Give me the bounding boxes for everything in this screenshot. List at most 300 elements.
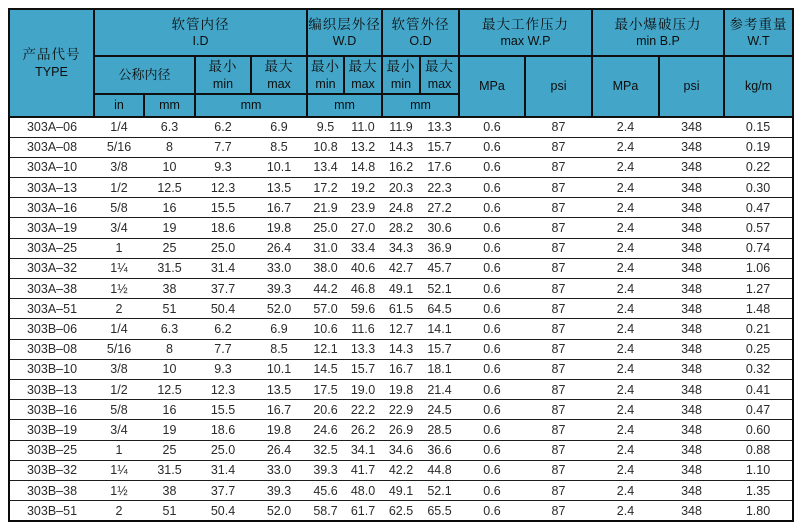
cell-bp_mpa: 2.4 xyxy=(592,359,659,379)
cell-code: 303A–06 xyxy=(9,117,94,137)
cell-wt_kgm: 1.10 xyxy=(724,460,793,480)
cell-wd_min: 39.3 xyxy=(307,460,344,480)
cell-nominal_mm: 25 xyxy=(144,238,195,258)
cell-wp_mpa: 0.6 xyxy=(459,218,525,238)
header-id-max: 最大 max xyxy=(251,56,307,94)
cell-wd_min: 38.0 xyxy=(307,258,344,278)
cell-id_max: 8.5 xyxy=(251,137,307,157)
cell-bp_psi: 348 xyxy=(659,177,724,197)
cell-nominal_mm: 10 xyxy=(144,157,195,177)
table-body xyxy=(9,117,793,521)
cell-wp_psi: 87 xyxy=(525,117,592,137)
cell-wt_kgm: 0.74 xyxy=(724,238,793,258)
cell-od_min: 11.9 xyxy=(382,117,420,137)
cell-bp_mpa: 2.4 xyxy=(592,117,659,137)
header-group-braid-outer-diameter: 编织层外径 W.D xyxy=(307,9,382,56)
cell-wd_min: 21.9 xyxy=(307,198,344,218)
cell-nominal_mm: 6.3 xyxy=(144,319,195,339)
cell-id_min: 15.5 xyxy=(195,198,251,218)
cell-wt_kgm: 0.57 xyxy=(724,218,793,238)
cell-bp_psi: 348 xyxy=(659,218,724,238)
cell-bp_psi: 348 xyxy=(659,319,724,339)
cell-code: 303B–10 xyxy=(9,359,94,379)
cell-id_min: 7.7 xyxy=(195,339,251,359)
cell-nominal_in: 1/4 xyxy=(94,117,144,137)
cell-wd_min: 20.6 xyxy=(307,400,344,420)
cell-nominal_in: 1¼ xyxy=(94,460,144,480)
cell-od_min: 34.3 xyxy=(382,238,420,258)
cell-code: 303A–08 xyxy=(9,137,94,157)
cell-id_max: 52.0 xyxy=(251,299,307,319)
cell-wd_max: 59.6 xyxy=(344,299,382,319)
cell-nominal_mm: 38 xyxy=(144,278,195,298)
table-row xyxy=(9,157,793,177)
cell-od_max: 36.6 xyxy=(420,440,459,460)
cell-wd_min: 13.4 xyxy=(307,157,344,177)
cell-id_min: 25.0 xyxy=(195,238,251,258)
cell-wd_min: 10.8 xyxy=(307,137,344,157)
table-row xyxy=(9,278,793,298)
cell-nominal_in: 1 xyxy=(94,440,144,460)
cell-wp_mpa: 0.6 xyxy=(459,299,525,319)
cell-wt_kgm: 1.27 xyxy=(724,278,793,298)
header-bp-mpa-unit: MPa xyxy=(592,56,659,117)
table-row xyxy=(9,440,793,460)
cell-wp_mpa: 0.6 xyxy=(459,480,525,500)
cell-od_min: 42.7 xyxy=(382,258,420,278)
cell-id_min: 31.4 xyxy=(195,460,251,480)
cell-bp_psi: 348 xyxy=(659,501,724,521)
table-row xyxy=(9,379,793,399)
cell-code: 303A–32 xyxy=(9,258,94,278)
cell-code: 303B–38 xyxy=(9,480,94,500)
cell-wt_kgm: 0.25 xyxy=(724,339,793,359)
cell-wd_max: 46.8 xyxy=(344,278,382,298)
cell-bp_mpa: 2.4 xyxy=(592,278,659,298)
table-row xyxy=(9,400,793,420)
cell-id_max: 8.5 xyxy=(251,339,307,359)
cell-id_min: 6.2 xyxy=(195,117,251,137)
cell-wd_min: 32.5 xyxy=(307,440,344,460)
cell-id_min: 9.3 xyxy=(195,359,251,379)
cell-nominal_mm: 19 xyxy=(144,218,195,238)
cell-id_max: 10.1 xyxy=(251,157,307,177)
cell-code: 303B–32 xyxy=(9,460,94,480)
cell-id_max: 6.9 xyxy=(251,117,307,137)
cell-nominal_in: 5/16 xyxy=(94,137,144,157)
cell-od_min: 49.1 xyxy=(382,278,420,298)
cell-nominal_in: 5/8 xyxy=(94,198,144,218)
cell-wd_max: 27.0 xyxy=(344,218,382,238)
cell-wd_max: 11.6 xyxy=(344,319,382,339)
cell-code: 303A–38 xyxy=(9,278,94,298)
cell-wt_kgm: 0.32 xyxy=(724,359,793,379)
cell-wp_psi: 87 xyxy=(525,157,592,177)
cell-id_min: 12.3 xyxy=(195,177,251,197)
cell-od_max: 21.4 xyxy=(420,379,459,399)
cell-bp_psi: 348 xyxy=(659,258,724,278)
cell-od_max: 22.3 xyxy=(420,177,459,197)
header-wd-mm-unit: mm xyxy=(307,94,382,117)
cell-wp_mpa: 0.6 xyxy=(459,379,525,399)
cell-wt_kgm: 0.47 xyxy=(724,400,793,420)
cell-id_min: 50.4 xyxy=(195,299,251,319)
cell-wp_psi: 87 xyxy=(525,400,592,420)
cell-wp_mpa: 0.6 xyxy=(459,460,525,480)
cell-wp_mpa: 0.6 xyxy=(459,278,525,298)
header-in-unit: in xyxy=(94,94,144,117)
cell-code: 303B–25 xyxy=(9,440,94,460)
cell-nominal_mm: 31.5 xyxy=(144,460,195,480)
cell-wp_psi: 87 xyxy=(525,258,592,278)
header-od-max: 最大 max xyxy=(420,56,459,94)
cell-wp_psi: 87 xyxy=(525,299,592,319)
cell-wp_psi: 87 xyxy=(525,379,592,399)
cell-nominal_mm: 25 xyxy=(144,440,195,460)
cell-nominal_mm: 12.5 xyxy=(144,379,195,399)
cell-bp_mpa: 2.4 xyxy=(592,440,659,460)
cell-nominal_in: 5/16 xyxy=(94,339,144,359)
cell-wt_kgm: 0.41 xyxy=(724,379,793,399)
cell-nominal_mm: 51 xyxy=(144,299,195,319)
cell-wp_mpa: 0.6 xyxy=(459,319,525,339)
cell-od_max: 52.1 xyxy=(420,480,459,500)
cell-wp_psi: 87 xyxy=(525,420,592,440)
cell-nominal_in: 1½ xyxy=(94,278,144,298)
cell-od_min: 20.3 xyxy=(382,177,420,197)
header-od-mm-unit: mm xyxy=(382,94,459,117)
header-nominal-mm-unit: mm xyxy=(144,94,195,117)
cell-id_max: 19.8 xyxy=(251,420,307,440)
cell-code: 303A–16 xyxy=(9,198,94,218)
cell-wd_max: 61.7 xyxy=(344,501,382,521)
cell-od_min: 12.7 xyxy=(382,319,420,339)
header-id-mm-unit: mm xyxy=(195,94,307,117)
cell-bp_mpa: 2.4 xyxy=(592,137,659,157)
cell-code: 303B–16 xyxy=(9,400,94,420)
cell-id_min: 6.2 xyxy=(195,319,251,339)
cell-id_min: 9.3 xyxy=(195,157,251,177)
cell-od_max: 15.7 xyxy=(420,339,459,359)
table-row xyxy=(9,198,793,218)
cell-bp_psi: 348 xyxy=(659,117,724,137)
cell-id_min: 18.6 xyxy=(195,218,251,238)
cell-id_max: 33.0 xyxy=(251,258,307,278)
cell-id_max: 33.0 xyxy=(251,460,307,480)
cell-wd_max: 33.4 xyxy=(344,238,382,258)
cell-code: 303B–06 xyxy=(9,319,94,339)
cell-code: 303B–19 xyxy=(9,420,94,440)
cell-id_min: 7.7 xyxy=(195,137,251,157)
header-od-min: 最小 min xyxy=(382,56,420,94)
cell-wp_psi: 87 xyxy=(525,218,592,238)
cell-wp_psi: 87 xyxy=(525,198,592,218)
cell-wp_psi: 87 xyxy=(525,278,592,298)
cell-wd_max: 41.7 xyxy=(344,460,382,480)
cell-od_min: 49.1 xyxy=(382,480,420,500)
cell-wp_psi: 87 xyxy=(525,339,592,359)
table-row xyxy=(9,501,793,521)
cell-bp_mpa: 2.4 xyxy=(592,480,659,500)
cell-code: 303A–51 xyxy=(9,299,94,319)
cell-wd_min: 9.5 xyxy=(307,117,344,137)
cell-od_max: 13.3 xyxy=(420,117,459,137)
cell-bp_mpa: 2.4 xyxy=(592,258,659,278)
table-row xyxy=(9,218,793,238)
cell-wp_psi: 87 xyxy=(525,319,592,339)
cell-bp_psi: 348 xyxy=(659,480,724,500)
cell-wp_mpa: 0.6 xyxy=(459,400,525,420)
cell-wd_max: 19.0 xyxy=(344,379,382,399)
cell-nominal_in: 5/8 xyxy=(94,400,144,420)
cell-bp_mpa: 2.4 xyxy=(592,460,659,480)
cell-wp_mpa: 0.6 xyxy=(459,198,525,218)
cell-od_max: 44.8 xyxy=(420,460,459,480)
cell-wd_min: 57.0 xyxy=(307,299,344,319)
cell-od_max: 65.5 xyxy=(420,501,459,521)
cell-bp_mpa: 2.4 xyxy=(592,379,659,399)
cell-bp_mpa: 2.4 xyxy=(592,339,659,359)
cell-wt_kgm: 0.21 xyxy=(724,319,793,339)
cell-wd_max: 15.7 xyxy=(344,359,382,379)
cell-wt_kgm: 1.80 xyxy=(724,501,793,521)
cell-wd_max: 13.3 xyxy=(344,339,382,359)
cell-id_max: 39.3 xyxy=(251,278,307,298)
table-row xyxy=(9,460,793,480)
cell-id_max: 19.8 xyxy=(251,218,307,238)
cell-id_max: 16.7 xyxy=(251,400,307,420)
cell-id_max: 10.1 xyxy=(251,359,307,379)
cell-id_min: 37.7 xyxy=(195,480,251,500)
cell-bp_mpa: 2.4 xyxy=(592,157,659,177)
cell-id_max: 6.9 xyxy=(251,319,307,339)
cell-wt_kgm: 0.60 xyxy=(724,420,793,440)
cell-id_max: 26.4 xyxy=(251,440,307,460)
cell-wt_kgm: 0.22 xyxy=(724,157,793,177)
cell-od_min: 22.9 xyxy=(382,400,420,420)
header-wd-max: 最大 max xyxy=(344,56,382,94)
cell-wp_psi: 87 xyxy=(525,480,592,500)
cell-od_min: 34.6 xyxy=(382,440,420,460)
cell-id_max: 39.3 xyxy=(251,480,307,500)
header-product-code xyxy=(9,9,94,117)
cell-nominal_in: 1/4 xyxy=(94,319,144,339)
cell-nominal_mm: 10 xyxy=(144,359,195,379)
table-row xyxy=(9,319,793,339)
cell-bp_mpa: 2.4 xyxy=(592,177,659,197)
cell-wd_max: 48.0 xyxy=(344,480,382,500)
table-row xyxy=(9,420,793,440)
cell-od_min: 16.7 xyxy=(382,359,420,379)
cell-wp_mpa: 0.6 xyxy=(459,440,525,460)
cell-id_min: 15.5 xyxy=(195,400,251,420)
cell-bp_psi: 348 xyxy=(659,198,724,218)
cell-bp_psi: 348 xyxy=(659,460,724,480)
cell-nominal_in: 3/4 xyxy=(94,420,144,440)
cell-code: 303B–13 xyxy=(9,379,94,399)
header-group-hose-outer-diameter: 软管外径 O.D xyxy=(382,9,459,56)
cell-od_min: 28.2 xyxy=(382,218,420,238)
cell-wd_min: 14.5 xyxy=(307,359,344,379)
header-nominal-diameter: 公称内径 xyxy=(94,56,195,94)
cell-wt_kgm: 0.47 xyxy=(724,198,793,218)
cell-code: 303B–08 xyxy=(9,339,94,359)
cell-od_max: 64.5 xyxy=(420,299,459,319)
cell-nominal_mm: 8 xyxy=(144,137,195,157)
header-group-reference-weight: 参考重量 W.T xyxy=(724,9,793,56)
cell-bp_mpa: 2.4 xyxy=(592,299,659,319)
cell-nominal_in: 3/8 xyxy=(94,359,144,379)
table-row xyxy=(9,359,793,379)
cell-bp_psi: 348 xyxy=(659,379,724,399)
cell-wp_mpa: 0.6 xyxy=(459,420,525,440)
cell-bp_psi: 348 xyxy=(659,339,724,359)
cell-id_max: 16.7 xyxy=(251,198,307,218)
cell-wp_mpa: 0.6 xyxy=(459,501,525,521)
cell-nominal_in: 1¼ xyxy=(94,258,144,278)
cell-nominal_mm: 38 xyxy=(144,480,195,500)
table-row xyxy=(9,480,793,500)
header-group-min-burst-pressure: 最小爆破压力 min B.P xyxy=(592,9,724,56)
cell-id_min: 18.6 xyxy=(195,420,251,440)
cell-id_min: 25.0 xyxy=(195,440,251,460)
cell-id_min: 31.4 xyxy=(195,258,251,278)
cell-wp_mpa: 0.6 xyxy=(459,177,525,197)
cell-nominal_mm: 31.5 xyxy=(144,258,195,278)
header-product-code-en: TYPE xyxy=(35,64,68,79)
table-row xyxy=(9,177,793,197)
cell-od_max: 28.5 xyxy=(420,420,459,440)
cell-od_max: 45.7 xyxy=(420,258,459,278)
cell-nominal_mm: 12.5 xyxy=(144,177,195,197)
cell-bp_mpa: 2.4 xyxy=(592,319,659,339)
cell-wt_kgm: 1.35 xyxy=(724,480,793,500)
cell-wd_min: 44.2 xyxy=(307,278,344,298)
cell-od_max: 15.7 xyxy=(420,137,459,157)
cell-id_min: 50.4 xyxy=(195,501,251,521)
cell-bp_psi: 348 xyxy=(659,359,724,379)
header-wt-unit: kg/m xyxy=(724,56,793,117)
cell-nominal_in: 1/2 xyxy=(94,379,144,399)
cell-od_max: 52.1 xyxy=(420,278,459,298)
cell-od_min: 61.5 xyxy=(382,299,420,319)
cell-wp_mpa: 0.6 xyxy=(459,339,525,359)
cell-bp_mpa: 2.4 xyxy=(592,198,659,218)
table-header xyxy=(9,9,793,117)
cell-od_min: 14.3 xyxy=(382,339,420,359)
cell-wt_kgm: 0.30 xyxy=(724,177,793,197)
cell-nominal_in: 2 xyxy=(94,501,144,521)
cell-wd_max: 26.2 xyxy=(344,420,382,440)
cell-od_min: 26.9 xyxy=(382,420,420,440)
cell-nominal_in: 3/4 xyxy=(94,218,144,238)
hose-spec-table xyxy=(8,8,794,522)
header-wp-psi-unit: psi xyxy=(525,56,592,117)
cell-od_max: 14.1 xyxy=(420,319,459,339)
table-row xyxy=(9,137,793,157)
cell-wd_max: 14.8 xyxy=(344,157,382,177)
cell-od_min: 14.3 xyxy=(382,137,420,157)
cell-code: 303B–51 xyxy=(9,501,94,521)
cell-wd_min: 31.0 xyxy=(307,238,344,258)
cell-od_min: 16.2 xyxy=(382,157,420,177)
cell-od_max: 24.5 xyxy=(420,400,459,420)
cell-od_min: 19.8 xyxy=(382,379,420,399)
cell-wp_psi: 87 xyxy=(525,177,592,197)
cell-code: 303A–10 xyxy=(9,157,94,177)
cell-bp_mpa: 2.4 xyxy=(592,400,659,420)
cell-nominal_mm: 6.3 xyxy=(144,117,195,137)
header-group-inner-diameter: 软管内径 I.D xyxy=(94,9,307,56)
table-row xyxy=(9,238,793,258)
cell-wd_min: 58.7 xyxy=(307,501,344,521)
cell-id_max: 13.5 xyxy=(251,177,307,197)
cell-wd_min: 10.6 xyxy=(307,319,344,339)
cell-wp_mpa: 0.6 xyxy=(459,359,525,379)
cell-od_max: 36.9 xyxy=(420,238,459,258)
cell-nominal_mm: 51 xyxy=(144,501,195,521)
cell-nominal_in: 1½ xyxy=(94,480,144,500)
cell-wp_psi: 87 xyxy=(525,440,592,460)
cell-od_min: 42.2 xyxy=(382,460,420,480)
cell-id_max: 26.4 xyxy=(251,238,307,258)
cell-bp_psi: 348 xyxy=(659,278,724,298)
cell-bp_psi: 348 xyxy=(659,299,724,319)
cell-wp_mpa: 0.6 xyxy=(459,258,525,278)
cell-wp_mpa: 0.6 xyxy=(459,157,525,177)
cell-wd_max: 13.2 xyxy=(344,137,382,157)
cell-nominal_in: 1 xyxy=(94,238,144,258)
table-row xyxy=(9,299,793,319)
cell-wp_mpa: 0.6 xyxy=(459,238,525,258)
cell-bp_mpa: 2.4 xyxy=(592,420,659,440)
cell-id_max: 13.5 xyxy=(251,379,307,399)
cell-id_min: 12.3 xyxy=(195,379,251,399)
cell-wt_kgm: 1.48 xyxy=(724,299,793,319)
cell-nominal_mm: 19 xyxy=(144,420,195,440)
cell-bp_psi: 348 xyxy=(659,420,724,440)
cell-bp_mpa: 2.4 xyxy=(592,238,659,258)
cell-nominal_mm: 16 xyxy=(144,400,195,420)
cell-wd_max: 34.1 xyxy=(344,440,382,460)
cell-bp_psi: 348 xyxy=(659,238,724,258)
cell-id_min: 37.7 xyxy=(195,278,251,298)
cell-wd_max: 11.0 xyxy=(344,117,382,137)
header-product-code-zh: 产品代号 xyxy=(22,47,81,62)
cell-bp_mpa: 2.4 xyxy=(592,501,659,521)
cell-code: 303A–13 xyxy=(9,177,94,197)
table-row xyxy=(9,117,793,137)
cell-wd_min: 12.1 xyxy=(307,339,344,359)
header-group-max-working-pressure: 最大工作压力 max W.P xyxy=(459,9,592,56)
cell-code: 303A–19 xyxy=(9,218,94,238)
cell-od_min: 24.8 xyxy=(382,198,420,218)
cell-wt_kgm: 1.06 xyxy=(724,258,793,278)
cell-wp_psi: 87 xyxy=(525,460,592,480)
cell-bp_psi: 348 xyxy=(659,400,724,420)
cell-bp_mpa: 2.4 xyxy=(592,218,659,238)
header-wp-mpa-unit: MPa xyxy=(459,56,525,117)
table-row xyxy=(9,339,793,359)
cell-wp_mpa: 0.6 xyxy=(459,137,525,157)
cell-wd_max: 40.6 xyxy=(344,258,382,278)
header-bp-psi-unit: psi xyxy=(659,56,724,117)
cell-od_min: 62.5 xyxy=(382,501,420,521)
cell-nominal_in: 1/2 xyxy=(94,177,144,197)
cell-wt_kgm: 0.15 xyxy=(724,117,793,137)
cell-wd_min: 24.6 xyxy=(307,420,344,440)
cell-wd_min: 25.0 xyxy=(307,218,344,238)
